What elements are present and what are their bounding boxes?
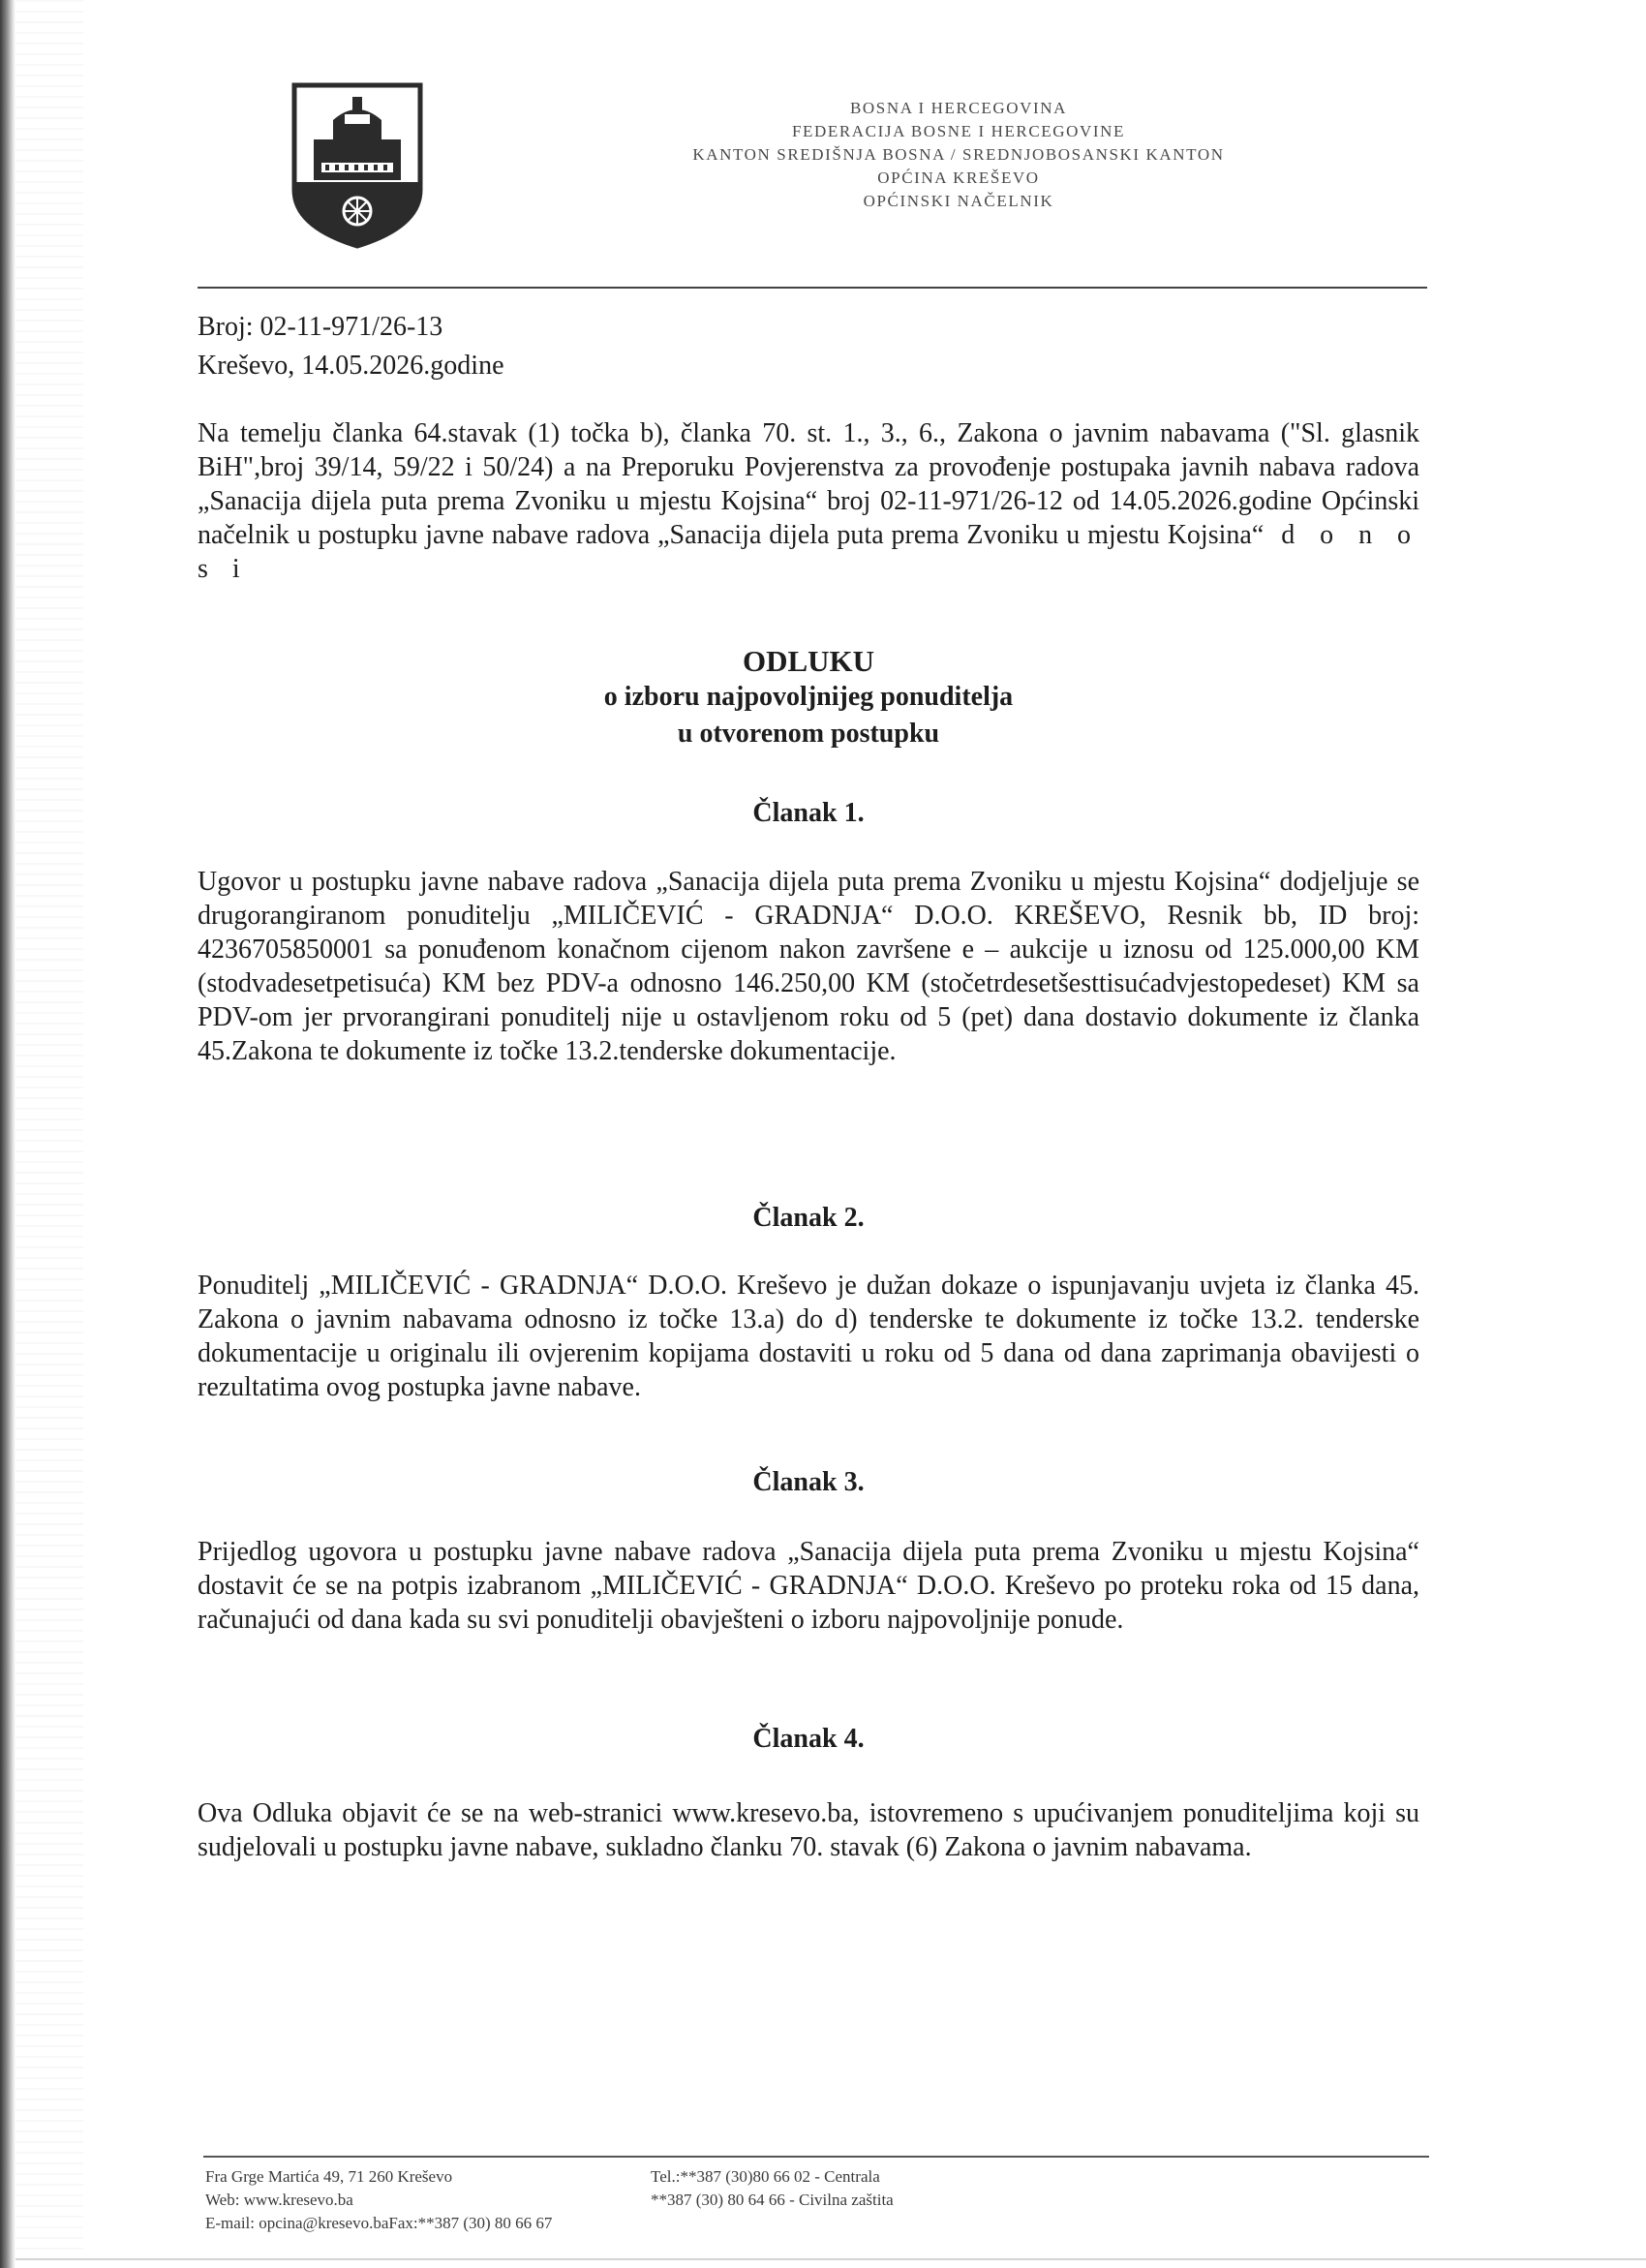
header-line-federation: FEDERACIJA BOSNE I HERCEGOVINE (791, 122, 1126, 140)
scan-speckle (15, 0, 83, 2268)
article-4-heading: Članak 4. (752, 1724, 865, 1754)
article-1-text: Ugovor u postupku javne nabave radova „Sanacija dijela puta prema Zvoniku u mjestu Kojsina“ dodjeljuje se drugorangiranom ponuditelju „MILIČEVIĆ - GRADNJA“ D.O.O. KREŠEVO, Resnik bb, ID broj: 4236705850001 sa ponuđenom konačnom cijenom nakon završene e – aukcije u iznosu od 125.000,00 KM (stodvadesetpetisuća) KM bez PDV-a odnosno 146.250,00 KM (stočetrdesetšesttisućadvjestopedeset) KM sa PDV-om jer prvorangirani ponuditelj nije u ostavljenom roku od 5 (pet) dana dostavio dokumente iz članka 45.Zakona te dokumente iz točke 13.2.tenderske dokumentacije. (198, 867, 1419, 1066)
article-2-heading: Članak 2. (752, 1203, 865, 1233)
place-date: Kreševo, 14.05.2026.godine (198, 351, 504, 381)
footer-contact-right (651, 2165, 894, 2212)
preamble-text: Na temelju članka 64.stavak (1) točka b), članka 70. st. 1., 3., 6., Zakona o javnim nabavama ("Sl. glasnik BiH",broj 39/14, 59/22 i 50/24) a na Preporuku Povjerenstva za provođenje postupaka javnih nabava radova „Sanacija dijela puta prema Zvoniku u mjestu Kojsina“ broj 02-11-971/26-12 od 14.05.2026.godine Općinski načelnik u postupku javne nabave radova „Sanacija dijela puta prema Zvoniku u mjestu Kojsina“ (198, 418, 1419, 550)
article-2-text: Ponuditelj „MILIČEVIĆ - GRADNJA“ D.O.O. Kreševo je dužan dokaze o ispunjavanju uvjeta iz članka 45. Zakona o javnim nabavama odnosno iz točke 13.a) do d) tenderske te dokumente iz točke 13.2. tenderske dokumentacije u originalu ili ovjerenim kopijama dostaviti u roku od 5 dana od dana zaprimanja obavijesti o rezultatima ovog postupka javne nabave. (198, 1271, 1419, 1402)
decision-title: ODLUKU (742, 644, 875, 678)
preamble-paragraph (198, 416, 1419, 586)
article-3-text: Prijedlog ugovora u postupku javne nabave radova „Sanacija dijela puta prema Zvoniku u mjestu Kojsina“ dostavit će se na potpis izabranom „MILIČEVIĆ - GRADNJA“ D.O.O. Kreševo po proteku roka od 15 dana, računajući od dana kada su svi ponuditelji obavješteni o izboru najpovoljnije ponude. (198, 1537, 1419, 1635)
article-3-heading: Članak 3. (752, 1467, 865, 1497)
footer-divider (203, 2156, 1429, 2158)
institution-header (542, 97, 1375, 213)
reference-number: Broj: 02-11-971/26-13 (198, 312, 443, 342)
footer-email-fax: E-mail: opcina@kresevo.baFax:**387 (30) 80 66 67 (205, 2214, 553, 2232)
header-line-office: OPĆINSKI NAČELNIK (863, 192, 1054, 210)
header-line-canton: KANTON SREDIŠNJA BOSNA / SREDNJOBOSANSKI KANTON (692, 145, 1225, 164)
decision-subtitle-line1: o izboru najpovoljnijeg ponuditelja (603, 682, 1014, 712)
donosi-word: d o n o s i (198, 520, 1420, 584)
scan-bottom-edge (15, 2258, 1646, 2260)
municipality-crest-icon (290, 81, 424, 250)
article-4-text: Ova Odluka objavit će se na web-stranici www.kresevo.ba, istovremeno s upućivanjem ponuditeljima koji su sudjelovali u postupku javne nabave, sukladno članku 70. stavak (6) Zakona o javnim nabavama. (198, 1798, 1419, 1862)
footer-address: Fra Grge Martića 49, 71 260 Kreševo (205, 2167, 453, 2186)
footer-tel-central: Tel.:**387 (30)80 66 02 - Centrala (651, 2167, 880, 2186)
footer-contact-left (205, 2165, 552, 2235)
header-line-country: BOSNA I HERCEGOVINA (849, 99, 1067, 117)
header-line-municipality: OPĆINA KREŠEVO (877, 169, 1040, 187)
scan-edge-shadow (0, 0, 15, 2268)
footer-tel-civil: **387 (30) 80 64 66 - Civilna zaštita (651, 2191, 894, 2209)
article-1-heading: Članak 1. (752, 798, 865, 828)
footer-web: Web: www.kresevo.ba (205, 2191, 353, 2209)
header-divider (198, 287, 1427, 289)
decision-subtitle-line2: u otvorenom postupku (677, 719, 940, 749)
